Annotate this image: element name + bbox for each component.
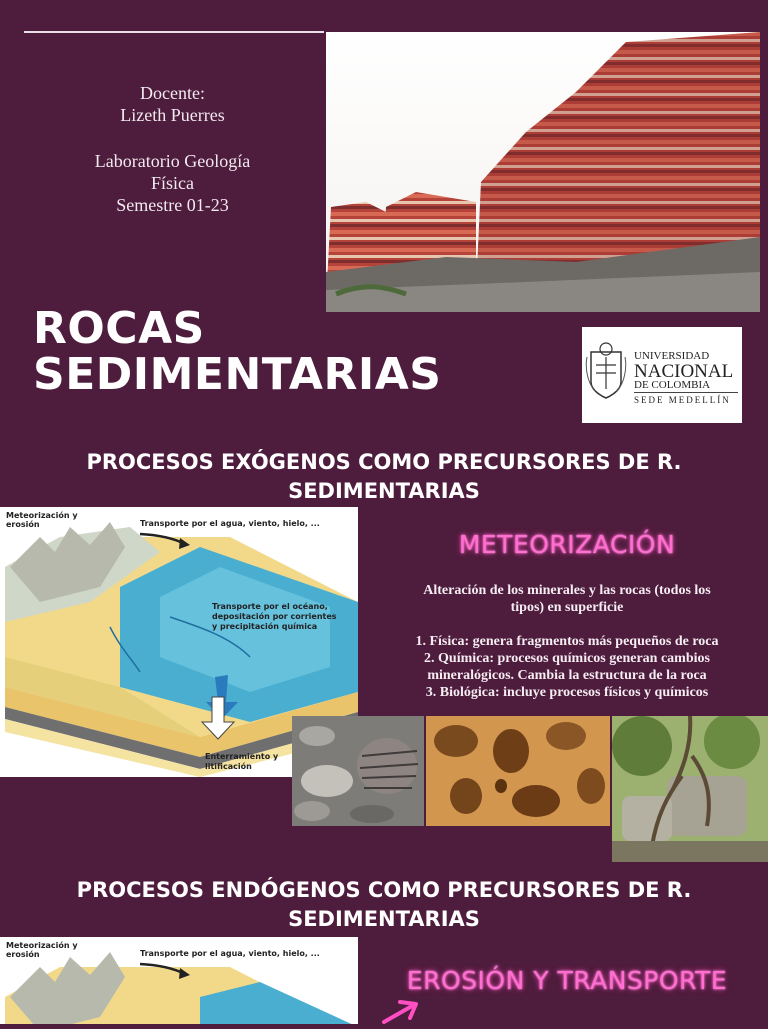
diagram-label-burial	[205, 752, 278, 772]
logo-line-1: UNIVERSIDAD	[634, 350, 710, 362]
weathering-description	[372, 582, 762, 701]
weathering-intro-1: Alteración de los minerales y las rocas (todos los	[423, 583, 711, 598]
biological-weathering-photo	[612, 716, 768, 862]
erosion-neon-title: EROSIÓN Y TRANSPORTE	[406, 966, 728, 995]
course-line-2: Física	[151, 173, 194, 193]
presentation-title	[33, 303, 442, 400]
weathering-item-1: 1. Física: genera fragmentos más pequeños de roca	[415, 634, 719, 649]
logo-line-2: NACIONAL	[634, 361, 734, 382]
diagram-label-burial-2: litificación	[205, 762, 252, 771]
exogenous-heading-line-1: PROCESOS EXÓGENOS COMO PRECURSORES DE R.	[86, 450, 682, 474]
logo-rule	[634, 392, 738, 393]
endogenous-heading	[0, 876, 768, 934]
sedimentary-cliff-photo	[326, 32, 760, 312]
weathering-intro-2: tipos) en superficie	[510, 600, 624, 615]
diagram-label-transport: Transporte por el agua, viento, hielo, ...	[140, 519, 320, 528]
diagram2-label-weathering-2: erosión	[6, 950, 40, 959]
diagram2-label-weathering-1: Meteorización y	[6, 941, 78, 950]
diagram-label-ocean-2: depositación por corrientes	[212, 612, 337, 621]
diagram2-label-weathering	[6, 941, 78, 959]
logo-line-4: SEDE MEDELLÍN	[634, 395, 731, 405]
course-block	[40, 150, 305, 216]
weathering-item-2a: 2. Química: procesos químicos generan cambios	[424, 651, 710, 666]
physical-weathering-photo	[292, 716, 424, 826]
diagram-label-ocean-3: y precipitación química	[212, 622, 318, 631]
diagram-label-weathering	[6, 511, 78, 529]
diagram-label-weathering-2: erosión	[6, 520, 40, 529]
diagram-label-burial-1: Enterramiento y	[205, 752, 279, 761]
semester-text: Semestre 01-23	[116, 195, 229, 215]
endogenous-heading-line-1: PROCESOS ENDÓGENOS COMO PRECURSORES DE R.	[76, 878, 692, 902]
teacher-block	[40, 82, 305, 126]
title-line-1: ROCAS	[33, 303, 205, 354]
diagram-label-ocean	[212, 602, 337, 632]
neon-arrow-icon	[378, 996, 428, 1024]
diagram2-label-transport: Transporte por el agua, viento, hielo, ...	[140, 949, 320, 958]
logo-line-3: DE COLOMBIA	[634, 379, 711, 391]
exogenous-heading	[0, 448, 768, 506]
top-divider	[24, 31, 324, 33]
weathering-item-2b: mineralógicos. Cambia la estructura de la roca	[427, 668, 707, 683]
sedimentary-process-diagram-2	[0, 937, 358, 1024]
exogenous-heading-line-2: SEDIMENTARIAS	[288, 479, 480, 503]
weathering-neon-title: METEORIZACIÓN	[458, 530, 676, 559]
diagram-label-ocean-1: Transporte por el océano,	[212, 602, 328, 611]
course-line-1: Laboratorio Geología	[94, 151, 251, 171]
university-logo	[582, 327, 742, 423]
chemical-weathering-photo	[426, 716, 610, 826]
diagram-label-weathering-1: Meteorización y	[6, 511, 78, 520]
teacher-name: Lizeth Puerres	[120, 105, 225, 125]
weathering-item-3: 3. Biológica: incluye procesos físicos y químicos	[425, 685, 709, 700]
endogenous-heading-line-2: SEDIMENTARIAS	[288, 907, 480, 931]
title-line-2: SEDIMENTARIAS	[33, 349, 442, 400]
teacher-label: Docente:	[140, 83, 205, 103]
